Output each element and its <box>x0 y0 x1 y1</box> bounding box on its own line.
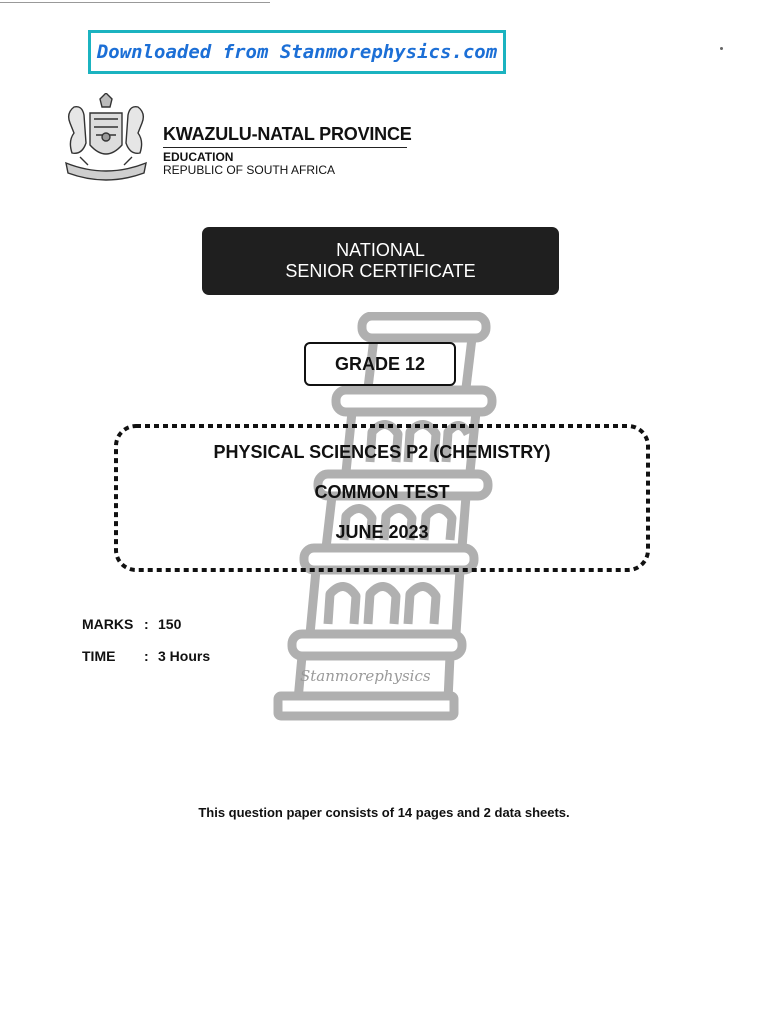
test-type: COMMON TEST <box>314 482 450 502</box>
download-source-link[interactable]: Downloaded from Stanmorephysics.com <box>88 30 506 74</box>
top-edge-line <box>0 2 270 3</box>
marks-row <box>82 616 181 632</box>
page-count-note: This question paper consists of 14 pages and 2 data sheets. <box>198 805 570 820</box>
certificate-line-1: NATIONAL <box>336 240 425 260</box>
subject-title: PHYSICAL SCIENCES P2 (CHEMISTRY) <box>213 442 551 462</box>
marks-value: 150 <box>158 616 182 632</box>
header-divider <box>163 147 407 148</box>
watermark-text: Stanmorephysics <box>300 667 431 685</box>
country-name: REPUBLIC OF SOUTH AFRICA <box>163 163 336 177</box>
certificate-line-2: SENIOR CERTIFICATE <box>285 261 476 281</box>
scan-speck <box>720 47 723 50</box>
time-row <box>82 648 210 664</box>
certificate-banner <box>202 227 559 295</box>
issuer-block <box>163 124 412 177</box>
marks-label: MARKS <box>82 616 134 632</box>
marks-separator: : <box>144 616 149 632</box>
grade-label: GRADE 12 <box>304 342 456 386</box>
kzn-coat-of-arms-icon <box>60 93 152 189</box>
time-label: TIME <box>82 648 116 664</box>
province-name: KWAZULU-NATAL PROVINCE <box>163 124 412 144</box>
department-name: EDUCATION <box>163 150 234 164</box>
exam-date: JUNE 2023 <box>335 522 429 542</box>
time-value: 3 Hours <box>158 648 211 664</box>
time-separator: : <box>144 648 149 664</box>
